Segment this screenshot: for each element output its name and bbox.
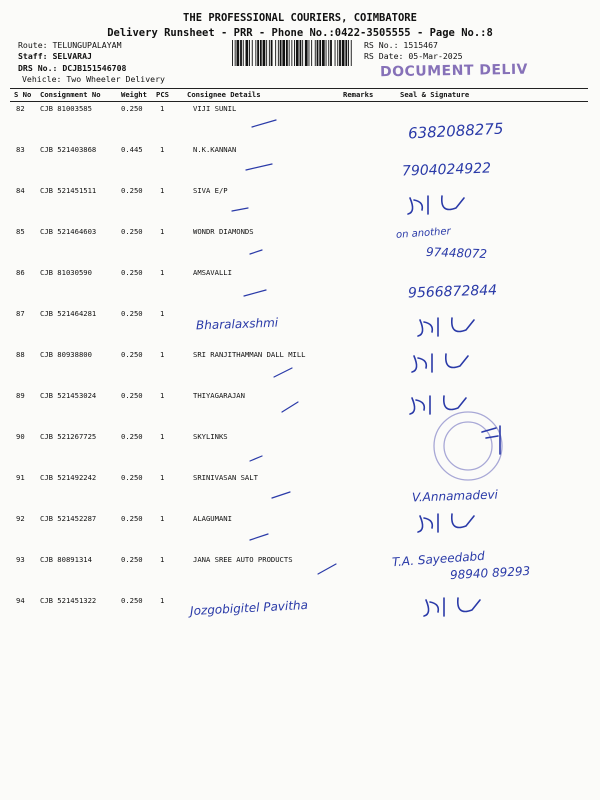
row-pcs: 1 <box>160 514 165 523</box>
col-header-consignee: Consignee Details <box>187 90 261 99</box>
row-consignee: ALAGUMANI <box>193 514 232 523</box>
staff-label: Staff: SELVARAJ <box>18 51 92 61</box>
row-weight: 0.250 <box>121 186 143 195</box>
company-title: THE PROFESSIONAL COURIERS, COIMBATORE <box>183 12 417 24</box>
handwritten-name: T.A. Sayeedabd <box>391 548 486 570</box>
row-consignment-no: CJB 81003585 <box>40 104 92 113</box>
col-header-pcs: PCS <box>156 90 169 99</box>
ink-tick <box>252 120 276 127</box>
ink-tick <box>274 368 292 377</box>
handwritten-phone: 98940 89293 <box>449 563 531 583</box>
round-seal-stamp <box>434 412 502 480</box>
row-pcs: 1 <box>160 104 165 113</box>
row-consignment-no: CJB 80891314 <box>40 555 92 564</box>
row-consignee: N.K.KANNAN <box>193 145 237 154</box>
row-pcs: 1 <box>160 227 165 236</box>
row-consignment-no: CJB 521464281 <box>40 309 97 318</box>
row-sno: 84 <box>16 186 25 195</box>
row-weight: 0.250 <box>121 555 143 564</box>
row-weight: 0.250 <box>121 596 143 605</box>
row-weight: 0.250 <box>121 350 143 359</box>
row-weight: 0.250 <box>121 473 143 482</box>
row-sno: 88 <box>16 350 25 359</box>
row-consignee: THIYAGARAJAN <box>193 391 245 400</box>
row-consignee: VIJI SUNIL <box>193 104 237 113</box>
row-consignment-no: CJB 521452287 <box>40 514 97 523</box>
row-consignee: WONDR DIAMONDS <box>193 227 254 236</box>
row-pcs: 1 <box>160 473 165 482</box>
row-weight: 0.250 <box>121 514 143 523</box>
row-sno: 94 <box>16 596 25 605</box>
ink-tick <box>250 250 262 254</box>
handwritten-phone: 7904024922 <box>401 160 492 180</box>
row-consignment-no: CJB 81030590 <box>40 268 92 277</box>
col-header-weight: Weight <box>121 90 147 99</box>
handwritten-phone: 9566872844 <box>407 282 498 302</box>
rs-number: RS No.: 1515467 <box>364 40 438 50</box>
row-consignment-no: CJB 521267725 <box>40 432 97 441</box>
row-sno: 87 <box>16 309 25 318</box>
row-sno: 90 <box>16 432 25 441</box>
row-pcs: 1 <box>160 186 165 195</box>
route-label: Route: TELUNGUPALAYAM <box>18 40 122 50</box>
row-sno: 92 <box>16 514 25 523</box>
row-sno: 93 <box>16 555 25 564</box>
ink-tick <box>250 456 262 461</box>
handwritten-name: V.Annamadevi <box>411 487 499 505</box>
row-pcs: 1 <box>160 350 165 359</box>
row-weight: 0.250 <box>121 309 143 318</box>
document-delivery-stamp: DOCUMENT DELIV <box>379 61 529 81</box>
row-pcs: 1 <box>160 309 165 318</box>
row-consignee: SRINIVASAN SALT <box>193 473 258 482</box>
row-weight: 0.250 <box>121 104 143 113</box>
vehicle-label: Vehicle: Two Wheeler Delivery <box>22 74 165 84</box>
row-sno: 82 <box>16 104 25 113</box>
row-pcs: 1 <box>160 596 165 605</box>
ink-tick <box>250 534 268 540</box>
handwritten-name: Jozgobigitel Pavitha <box>189 597 309 619</box>
row-consignment-no: CJB 521451511 <box>40 186 97 195</box>
row-consignment-no: CJB 521464603 <box>40 227 97 236</box>
row-weight: 0.250 <box>121 432 143 441</box>
row-weight: 0.445 <box>121 145 143 154</box>
row-weight: 0.250 <box>121 268 143 277</box>
ink-tick <box>246 164 272 170</box>
runsheet-subtitle: Delivery Runsheet - PRR - Phone No.:0422-3505555 - Page No.:8 <box>107 27 493 39</box>
ink-tick <box>272 492 290 498</box>
drs-label: DRS No.: DCJB151546708 <box>18 63 127 73</box>
row-pcs: 1 <box>160 555 165 564</box>
row-consignment-no: CJB 521451322 <box>40 596 97 605</box>
row-consignee: SRI RANJITHAMMAN DALL MILL <box>193 350 306 359</box>
row-consignment-no: CJB 521403868 <box>40 145 97 154</box>
row-weight: 0.250 <box>121 227 143 236</box>
col-header-sno: S No <box>14 90 32 99</box>
handwritten-phone: 6382088275 <box>407 119 504 143</box>
ink-tick <box>318 564 336 574</box>
row-sno: 85 <box>16 227 25 236</box>
col-header-seal: Seal & Signature <box>400 90 470 99</box>
handwritten-note: on another <box>395 226 452 241</box>
row-sno: 83 <box>16 145 25 154</box>
row-pcs: 1 <box>160 145 165 154</box>
col-header-consignment: Consignment No <box>40 90 101 99</box>
row-pcs: 1 <box>160 391 165 400</box>
handwritten-name: Bharalaxshmi <box>195 315 279 333</box>
col-header-remarks: Remarks <box>343 90 374 99</box>
row-sno: 86 <box>16 268 25 277</box>
row-consignment-no: CJB 80938800 <box>40 350 92 359</box>
ink-tick <box>244 290 266 296</box>
row-weight: 0.250 <box>121 391 143 400</box>
handwritten-phone: 97448072 <box>425 244 488 262</box>
ink-tick <box>282 402 298 412</box>
row-pcs: 1 <box>160 268 165 277</box>
row-consignee: SIVA E/P <box>193 186 228 195</box>
row-consignment-no: CJB 521453024 <box>40 391 97 400</box>
row-sno: 91 <box>16 473 25 482</box>
rs-date: RS Date: 05-Mar-2025 <box>364 51 463 61</box>
row-pcs: 1 <box>160 432 165 441</box>
row-consignee: SKYLINKS <box>193 432 228 441</box>
row-consignee: JANA SREE AUTO PRODUCTS <box>193 555 293 564</box>
ink-tick <box>232 208 248 211</box>
row-consignee: AMSAVALLI <box>193 268 232 277</box>
row-sno: 89 <box>16 391 25 400</box>
row-consignment-no: CJB 521492242 <box>40 473 97 482</box>
